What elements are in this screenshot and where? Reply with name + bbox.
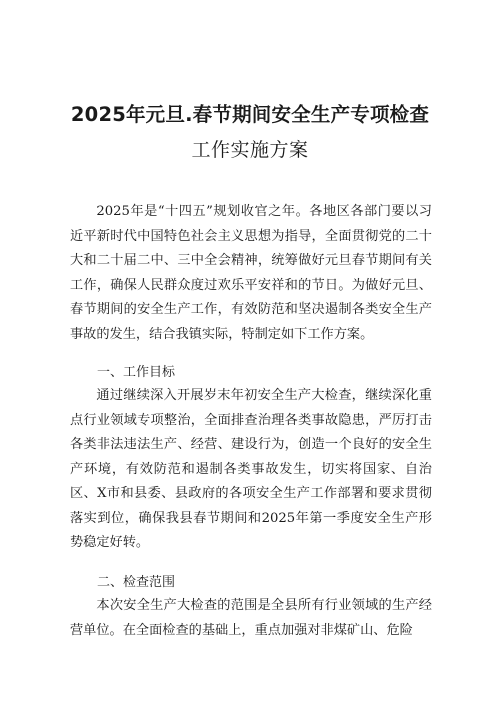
intro-paragraph: 2025年是“十四五”规划收官之年。各地区各部门要以习近平新时代中国特色社会主义思想为指导，全面贯彻党的二十大和二十届二中、三中全会精神，统筹做好元旦春节期间有关工作，确保人民群众度过欢乐平安祥和的节日。为做好元旦、春节期间的安全生产工作，有效防范和坚决遏制各类安全生产事故的发生，结合我镇实际，特制定如下工作方案。 [70,204,432,342]
section-heading-scope: 二、检查范围 [97,575,176,590]
goals-paragraph: 通过继续深入开展岁末年初安全生产大检查，继续深化重点行业领域专项整治，全面排查治理各类事故隐患，严厉打击各类非法违法生产、经营、建设行为，创造一个良好的安全生产环境，有效防范和遏制各类事故发生，切实将国家、自治区、X市和县委、县政府的各项安全生产工作部署和要求贯彻落实到位，确保我县春节期间和2025年第一季度安全生产形势稳定好转。 [70,388,432,550]
document-subtitle: 工作实施方案 [191,139,309,161]
section-heading-goals: 一、工作目标 [97,365,176,380]
scope-block [70,594,432,643]
intro-block [70,200,432,347]
goals-block [70,384,432,556]
scope-paragraph: 本次安全生产大检查的范围是全县所有行业领域的生产经营单位。在全面检查的基础上，重点加强对非煤矿山、危险 [70,598,432,638]
document-title: 2025年元旦.春节期间安全生产专项检查 [70,103,430,126]
